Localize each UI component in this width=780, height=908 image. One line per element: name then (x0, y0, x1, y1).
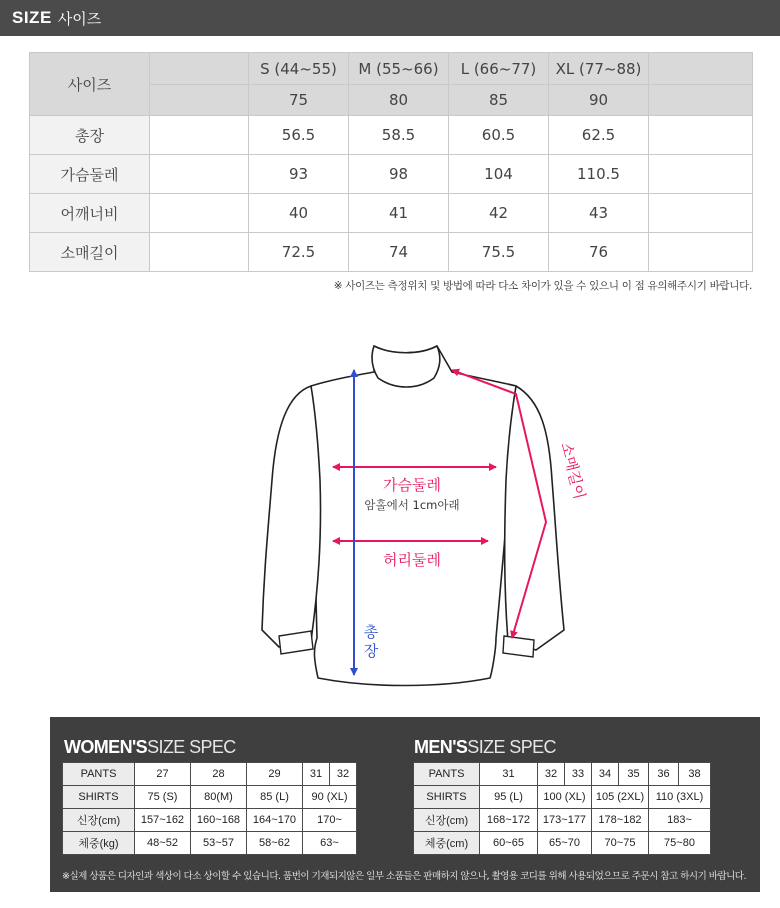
women-spec-table (62, 762, 357, 855)
men-title-light: SIZE SPEC (467, 737, 556, 757)
spec-cell: 27 (135, 763, 191, 786)
spec-cell: 32 (330, 763, 357, 786)
spacer-cell (150, 194, 249, 233)
table-row (414, 786, 711, 809)
row-label: 총장 (30, 116, 150, 155)
size-header-cell: L (66~77) (449, 53, 549, 85)
size-corner-label: 사이즈 (30, 53, 150, 116)
spec-cell: 75 (S) (135, 786, 191, 809)
men-spec-table (413, 762, 711, 855)
shirts-label: SHIRTS (63, 786, 135, 809)
spec-cell: 70~75 (592, 832, 649, 855)
spec-cell: 31 (480, 763, 538, 786)
spec-cell: 35 (619, 763, 649, 786)
table-row (30, 194, 753, 233)
table-row (63, 763, 357, 786)
spec-cell: 170~ (303, 809, 357, 832)
value-cell: 41 (349, 194, 449, 233)
spacer-cell (649, 155, 753, 194)
pants-label: PANTS (63, 763, 135, 786)
section-header (0, 0, 780, 36)
spec-cell: 85 (L) (247, 786, 303, 809)
women-title-light: SIZE SPEC (147, 737, 236, 757)
spacer-cell (150, 233, 249, 272)
size-header-spacer (150, 53, 249, 85)
header-title-en: SIZE (12, 8, 52, 27)
spec-footnote: ※실제 상품은 디자인과 색상이 다소 상이할 수 있습니다. 품번이 기재되지않은 일부 소품들은 판매하지 않으나, 촬영용 코디를 위해 사용되었으므로 주문시 참고 하시기 바랍니다. (62, 871, 747, 882)
row-label: 소매길이 (30, 233, 150, 272)
size-header-spacer (150, 85, 249, 116)
size-header-spacer (649, 53, 753, 85)
size-header-cell: XL (77~88) (549, 53, 649, 85)
men-spec-title (414, 737, 556, 758)
table-row (63, 786, 357, 809)
value-cell: 42 (449, 194, 549, 233)
spacer-cell (150, 155, 249, 194)
spec-cell: 32 (538, 763, 565, 786)
row-label: 가슴둘레 (30, 155, 150, 194)
size-header-cell: M (55~66) (349, 53, 449, 85)
row-label: 어깨너비 (30, 194, 150, 233)
table-row (63, 809, 357, 832)
spacer-cell (649, 194, 753, 233)
waist-label: 허리둘레 (383, 551, 441, 569)
spacer-cell (649, 116, 753, 155)
spec-cell: 48~52 (135, 832, 191, 855)
spec-cell: 183~ (649, 809, 711, 832)
garment-diagram (0, 300, 780, 695)
value-cell: 98 (349, 155, 449, 194)
height-label: 신장(cm) (414, 809, 480, 832)
length-label-1: 총 (363, 623, 379, 641)
spec-cell: 90 (XL) (303, 786, 357, 809)
spec-cell: 168~172 (480, 809, 538, 832)
size-header-cell: S (44~55) (249, 53, 349, 85)
spec-cell: 178~182 (592, 809, 649, 832)
spec-cell: 100 (XL) (538, 786, 592, 809)
table-row (63, 832, 357, 855)
size-number-cell: 90 (549, 85, 649, 116)
size-note: ※ 사이즈는 측정위치 및 방법에 따라 다소 차이가 있을 수 있으니 이 점 유의해주시기 바랍니다. (333, 280, 752, 292)
value-cell: 110.5 (549, 155, 649, 194)
spec-cell: 33 (565, 763, 592, 786)
value-cell: 56.5 (249, 116, 349, 155)
women-title-bold: WOMEN'S (64, 737, 148, 757)
weight-label: 체중(kg) (63, 832, 135, 855)
table-row (30, 116, 753, 155)
spec-cell: 63~ (303, 832, 357, 855)
value-cell: 104 (449, 155, 549, 194)
size-number-cell: 75 (249, 85, 349, 116)
spec-cell: 34 (592, 763, 619, 786)
value-cell: 60.5 (449, 116, 549, 155)
spec-cell: 58~62 (247, 832, 303, 855)
spec-cell: 160~168 (191, 809, 247, 832)
value-cell: 72.5 (249, 233, 349, 272)
spec-cell: 157~162 (135, 809, 191, 832)
size-number-cell: 85 (449, 85, 549, 116)
value-cell: 58.5 (349, 116, 449, 155)
spacer-cell (150, 116, 249, 155)
shirts-label: SHIRTS (414, 786, 480, 809)
spec-cell: 95 (L) (480, 786, 538, 809)
value-cell: 40 (249, 194, 349, 233)
table-row (30, 233, 753, 272)
spacer-cell (649, 233, 753, 272)
spec-cell: 53~57 (191, 832, 247, 855)
spec-cell: 164~170 (247, 809, 303, 832)
spec-cell: 31 (303, 763, 330, 786)
chest-label: 가슴둘레 (383, 476, 441, 494)
spec-cell: 173~177 (538, 809, 592, 832)
spec-cell: 80(M) (191, 786, 247, 809)
table-row (30, 155, 753, 194)
chest-sublabel: 암홀에서 1cm아래 (364, 498, 460, 512)
table-row (414, 832, 711, 855)
pants-label: PANTS (414, 763, 480, 786)
value-cell: 62.5 (549, 116, 649, 155)
spec-cell: 60~65 (480, 832, 538, 855)
spec-cell: 65~70 (538, 832, 592, 855)
height-label: 신장(cm) (63, 809, 135, 832)
spec-cell: 75~80 (649, 832, 711, 855)
spec-cell: 38 (679, 763, 711, 786)
spec-cell: 29 (247, 763, 303, 786)
value-cell: 93 (249, 155, 349, 194)
header-title-ko: 사이즈 (57, 9, 102, 28)
spec-cell: 28 (191, 763, 247, 786)
value-cell: 76 (549, 233, 649, 272)
spec-cell: 105 (2XL) (592, 786, 649, 809)
size-spec-panel (50, 717, 760, 892)
value-cell: 74 (349, 233, 449, 272)
value-cell: 43 (549, 194, 649, 233)
weight-label: 체중(cm) (414, 832, 480, 855)
value-cell: 75.5 (449, 233, 549, 272)
size-number-cell: 80 (349, 85, 449, 116)
men-title-bold: MEN'S (414, 737, 468, 757)
size-header-row (30, 53, 753, 85)
spec-cell: 110 (3XL) (649, 786, 711, 809)
spec-cell: 36 (649, 763, 679, 786)
table-row (414, 763, 711, 786)
sleeve-label: 소매길이 (557, 440, 589, 502)
table-row (414, 809, 711, 832)
size-header-spacer (649, 85, 753, 116)
women-spec-title (64, 737, 236, 758)
size-table (29, 52, 753, 272)
length-label-2: 장 (363, 642, 379, 660)
